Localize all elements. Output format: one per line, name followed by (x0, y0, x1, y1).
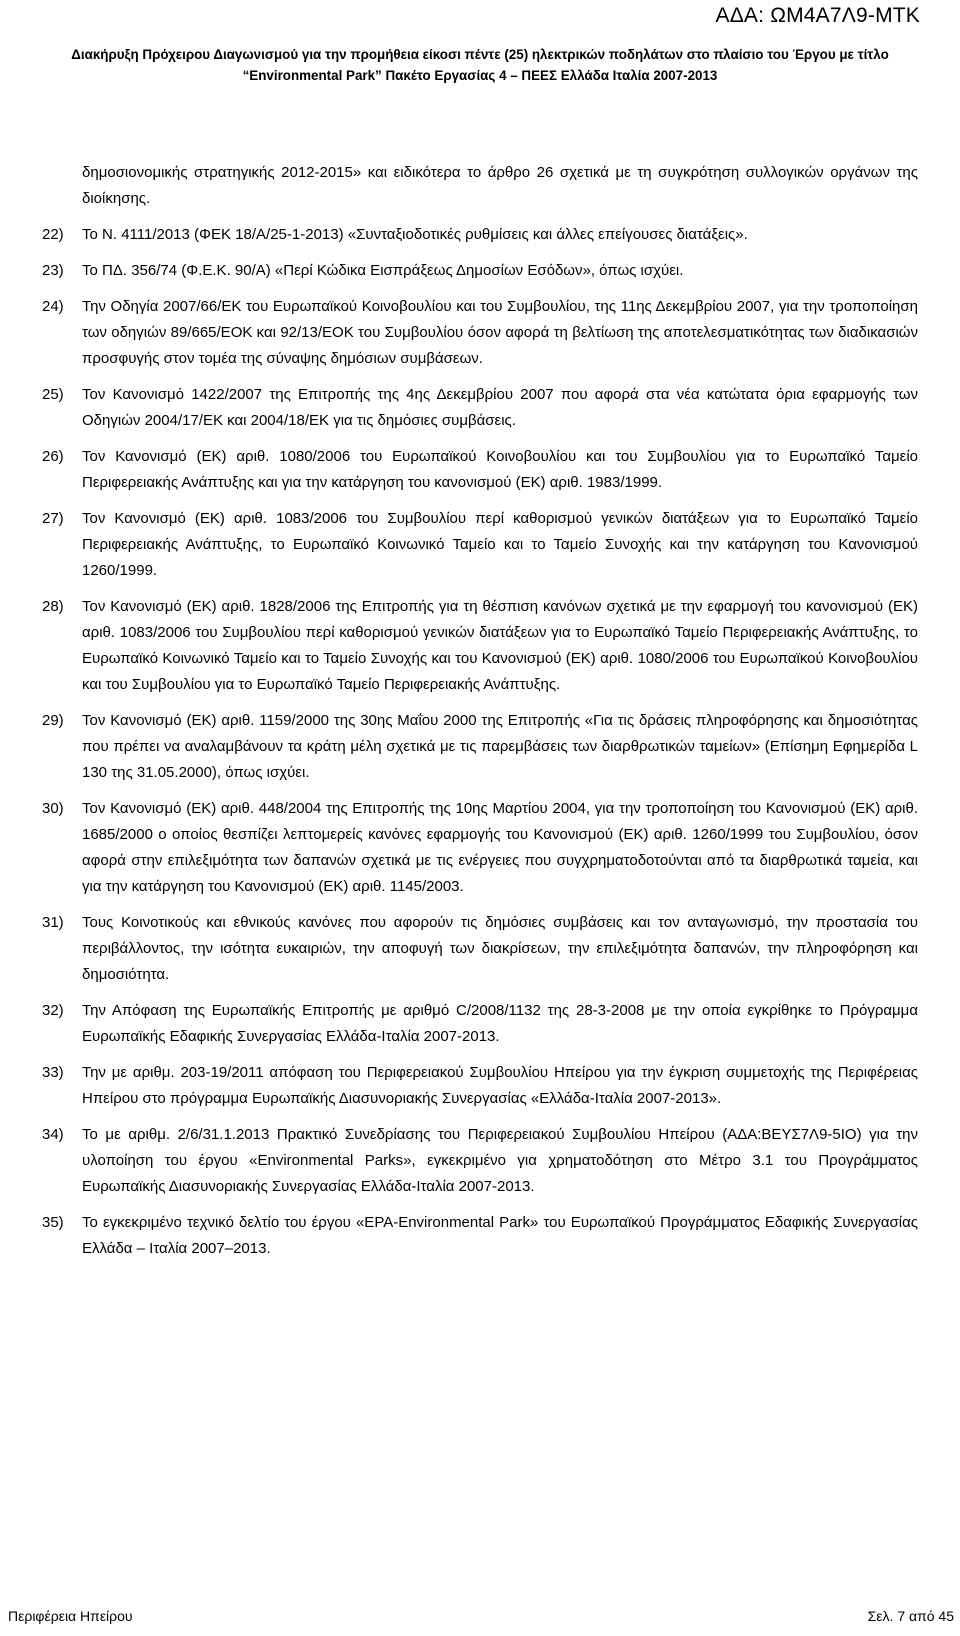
item-number: 24) (42, 298, 64, 315)
document-header (0, 44, 960, 86)
list-item (42, 1210, 918, 1262)
list-item (42, 594, 918, 698)
item-number: 35) (42, 1214, 64, 1231)
header-line-2: “Environmental Park” Πακέτο Εργασίας 4 – ΠΕΕΣ Ελλάδα Ιταλία 2007-2013 (242, 68, 718, 83)
item-number: 34) (42, 1126, 64, 1143)
item-text: Το Ν. 4111/2013 (ΦΕΚ 18/Α/25-1-2013) «Συνταξιοδοτικές ρυθμίσεις και άλλες επείγουσες διατάξεις». (82, 226, 748, 243)
footer-region: Περιφέρεια Ηπείρου (8, 1608, 133, 1624)
list-item (42, 1122, 918, 1200)
item-number: 27) (42, 510, 64, 527)
list-item (42, 1060, 918, 1112)
list-item (42, 258, 918, 284)
item-text: Τον Κανονισμό (ΕΚ) αριθ. 1083/2006 του Συμβουλίου περί καθορισμού γενικών διατάξεων για το Ευρωπαϊκό Ταμείο Περιφερειακής Ανάπτυξης, το Ευρωπαϊκό Κοινωνικό Ταμείο και το Ταμείο Συνοχής και την κατάργηση του Κανονισμού 1260/1999. (82, 510, 918, 579)
document-body (42, 160, 918, 1272)
list-item (42, 506, 918, 584)
item-number: 28) (42, 598, 64, 615)
item-text: Το ΠΔ. 356/74 (Φ.Ε.Κ. 90/Α) «Περί Κώδικα Εισπράξεως Δημοσίων Εσόδων», όπως ισχύει. (82, 262, 684, 279)
list-item (42, 222, 918, 248)
item-number: 25) (42, 386, 64, 403)
item-text: Τον Κανονισμό (ΕΚ) αριθ. 1080/2006 του Ευρωπαϊκού Κοινοβουλίου και του Συμβουλίου για το Ευρωπαϊκό Ταμείο Περιφερειακής Ανάπτυξης και για την κατάργηση του κανονισμού (ΕΚ) αριθ. 1983/1999. (82, 448, 918, 491)
list-item (42, 708, 918, 786)
item-number: 22) (42, 226, 64, 243)
legal-basis-list (42, 222, 918, 1262)
item-number: 32) (42, 1002, 64, 1019)
ada-code: ΑΔΑ: ΩΜ4Α7Λ9-ΜΤΚ (715, 4, 920, 27)
header-line-1: Διακήρυξη Πρόχειρου Διαγωνισμού για την προμήθεια είκοσι πέντε (25) ηλεκτρικών ποδηλάτων στο πλαίσιο του Έργου με τίτλο (71, 47, 889, 62)
item-number: 29) (42, 712, 64, 729)
list-item (42, 444, 918, 496)
item-text: Τον Κανονισμό (ΕΚ) αριθ. 1828/2006 της Επιτροπής για τη θέσπιση κανόνων σχετικά με την εφαρμογή του κανονισμού (ΕΚ) αριθ. 1083/2006 του Συμβουλίου περί καθορισμού γενικών διατάξεων για το Ευρωπαϊκό Ταμείο Περιφερειακής Ανάπτυξης, το Ευρωπαϊκό Κοινωνικό Ταμείο και το Ταμείο Συνοχής και του Κανονισμού (ΕΚ) αριθ. 1080/2006 του Ευρωπαϊκού Κοινοβουλίου και του Συμβουλίου για το Ευρωπαϊκό Ταμείο Περιφερειακής Ανάπτυξης. (82, 598, 918, 693)
list-item (42, 796, 918, 900)
list-item (42, 382, 918, 434)
item-text: Τον Κανονισμό 1422/2007 της Επιτροπής της 4ης Δεκεμβρίου 2007 που αφορά στα νέα κατώτατα όρια εφαρμογής των Οδηγιών 2004/17/ΕΚ και 2004/18/ΕΚ για τις δημόσιες συμβάσεις. (82, 386, 918, 429)
item-text: Το με αριθμ. 2/6/31.1.2013 Πρακτικό Συνεδρίασης του Περιφερειακού Συμβουλίου Ηπείρου (ΑΔΑ:ΒΕΥΣ7Λ9-5ΙΟ) για την υλοποίηση του έργου «Environmental Parks», εγκεκριμένο για χρηματοδότηση στο Μέτρο 3.1 του Προγράμματος Ευρωπαϊκής Διασυνοριακής Συνεργασίας Ελλάδα-Ιταλία 2007-2013. (82, 1126, 918, 1195)
item-text: Τον Κανονισμό (ΕΚ) αριθ. 448/2004 της Επιτροπής της 10ης Μαρτίου 2004, για την τροποποίηση του Κανονισμού (ΕΚ) αριθ. 1685/2000 ο οποίος θεσπίζει λεπτομερείς κανόνες εφαρμογής του Κανονισμού (ΕΚ) αριθ. 1260/1999 του Συμβουλίου, όσον αφορά στην επιλεξιμότητα των δαπανών σχετικά με τις ενέργειες που συγχρηματοδοτούνται από τα διαρθρωτικά ταμεία, και για την κατάργηση του Κανονισμού (ΕΚ) αριθ. 1145/2003. (82, 800, 918, 895)
item-number: 23) (42, 262, 64, 279)
item-number: 33) (42, 1064, 64, 1081)
list-item (42, 910, 918, 988)
item-text: Την με αριθμ. 203-19/2011 απόφαση του Περιφερειακού Συμβουλίου Ηπείρου για την έγκριση συμμετοχής της Περιφέρειας Ηπείρου στο πρόγραμμα Ευρωπαϊκής Διασυνοριακής Συνεργασίας «Ελλάδα-Ιταλία 2007-2013». (82, 1064, 918, 1107)
item-number: 30) (42, 800, 64, 817)
list-item (42, 998, 918, 1050)
item-text: Την Οδηγία 2007/66/ΕΚ του Ευρωπαϊκού Κοινοβουλίου και του Συμβουλίου, της 11ης Δεκεμβρίου 2007, για την τροποποίηση των οδηγιών 89/665/ΕΟΚ και 92/13/ΕΟΚ του Συμβουλίου όσον αφορά τη βελτίωση της αποτελεσματικότητας των διαδικασιών προσφυγής στον τομέα της σύναψης δημόσιων συμβάσεων. (82, 298, 918, 367)
item-text: Τον Κανονισμό (ΕΚ) αριθ. 1159/2000 της 30ης Μαΐου 2000 της Επιτροπής «Για τις δράσεις πληροφόρησης και δημοσιότητας που πρέπει να αναλαμβάνουν τα κράτη μέλη σχετικά με τις παρεμβάσεις των διαρθρωτικών ταμείων» (Επίσημη Εφημερίδα L 130 της 31.05.2000), όπως ισχύει. (82, 712, 918, 781)
list-item (42, 294, 918, 372)
item-number: 31) (42, 914, 64, 931)
item-text: Τους Κοινοτικούς και εθνικούς κανόνες που αφορούν τις δημόσιες συμβάσεις και τον ανταγωνισμό, την προστασία του περιβάλλοντος, την ισότητα ευκαιριών, την αποφυγή των διακρίσεων, την επιλεξιμότητα δαπανών, την πληροφόρηση και δημοσιότητα. (82, 914, 918, 983)
item-text: Το εγκεκριμένο τεχνικό δελτίο του έργου «EPA-Environmental Park» του Ευρωπαϊκού Προγράμματος Εδαφικής Συνεργασίας Ελλάδα – Ιταλία 2007–2013. (82, 1214, 918, 1257)
continuation-paragraph: δημοσιονομικής στρατηγικής 2012-2015» και ειδικότερα το άρθρο 26 σχετικά με τη συγκρότηση συλλογικών οργάνων της διοίκησης. (82, 164, 918, 207)
item-number: 26) (42, 448, 64, 465)
page-number: Σελ. 7 από 45 (867, 1608, 954, 1624)
item-text: Την Απόφαση της Ευρωπαϊκής Επιτροπής με αριθμό C/2008/1132 της 28-3-2008 με την οποία εγκρίθηκε το Πρόγραμμα Ευρωπαϊκής Εδαφικής Συνεργασίας Ελλάδα-Ιταλία 2007-2013. (82, 1002, 918, 1045)
